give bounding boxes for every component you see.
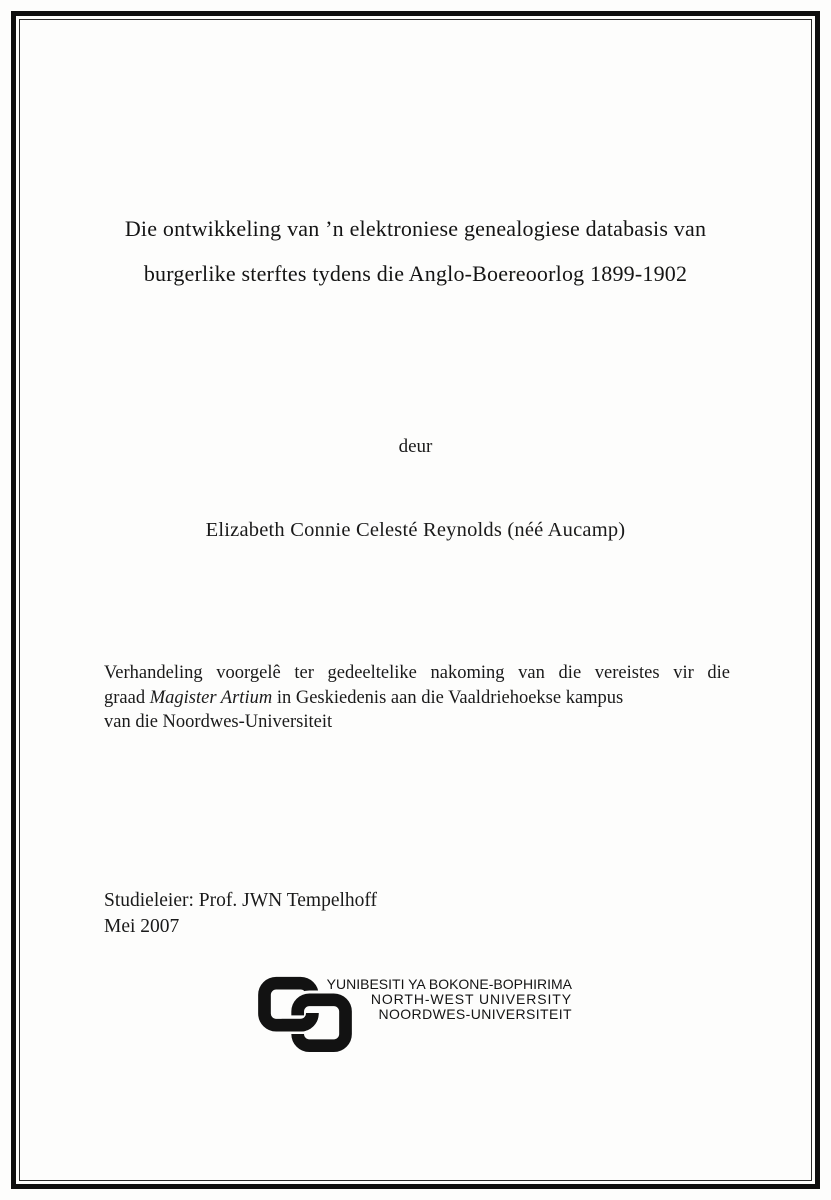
degree-name-italic: Magister Artium — [149, 687, 273, 708]
date-line: Mei 2007 — [104, 916, 180, 937]
submission-statement — [104, 661, 730, 735]
statement-line-2-prefix: graad — [104, 687, 150, 708]
thesis-title — [60, 206, 771, 296]
statement-line-2 — [104, 686, 730, 711]
author-name: Elizabeth Connie Celesté Reynolds (néé Aucamp) — [205, 519, 626, 541]
university-name-setswana: YUNIBESITI YA BOKONE-BOPHIRIMA — [326, 976, 572, 992]
statement-line-1: Verhandeling voorgelê ter gedeeltelike nakoming van die vereistes vir die — [104, 663, 730, 683]
statement-line-3: van die Noordwes-Universiteit — [104, 712, 333, 733]
byline-deur: deur — [398, 436, 433, 457]
university-name-block — [306, 977, 572, 1021]
thesis-title-line-1: Die ontwikkeling van ’n elektroniese genealogiese databasis van — [124, 216, 707, 241]
university-name-english: NORTH-WEST UNIVERSITY — [370, 990, 572, 1007]
supervisor-line: Studieleier: Prof. JWN Tempelhoff — [104, 890, 378, 911]
university-name-afrikaans: NOORDWES-UNIVERSITEIT — [378, 1005, 572, 1022]
statement-line-2-suffix: in Geskiedenis aan die Vaaldriehoekse kampus — [272, 687, 624, 708]
thesis-title-line-2: burgerlike sterftes tydens die Anglo-Boereoorlog 1899-1902 — [143, 261, 688, 286]
